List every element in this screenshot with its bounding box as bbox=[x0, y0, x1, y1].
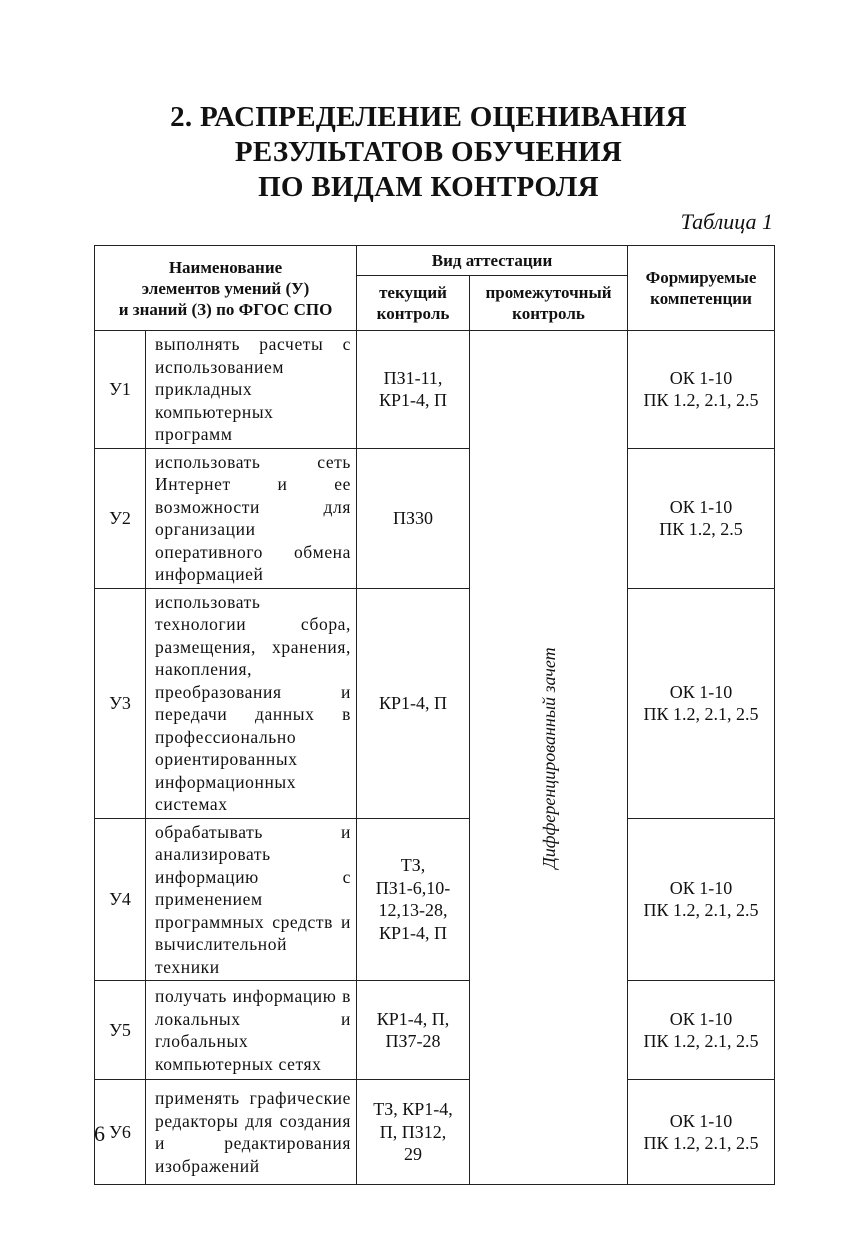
row-competencies: ОК 1-10 ПК 1.2, 2.5 bbox=[628, 448, 775, 588]
header-attestation: Вид аттестации bbox=[357, 246, 628, 276]
row-current-control: ТЗ, ПЗ1-6,10- 12,13-28, КР1-4, П bbox=[357, 818, 470, 981]
row-description: обрабатывать и анализировать информацию с применением программных средств и вычислительной техники bbox=[146, 818, 357, 981]
table-row bbox=[95, 331, 775, 449]
header-competencies: Формируемые компетенции bbox=[628, 246, 775, 331]
row-competencies: ОК 1-10 ПК 1.2, 2.1, 2.5 bbox=[628, 1080, 775, 1185]
table-row bbox=[95, 588, 775, 818]
title-line-2: РЕЗУЛЬТАТОВ ОБУЧЕНИЯ bbox=[234, 136, 623, 168]
header-interim-control: промежуточный контроль bbox=[470, 276, 628, 331]
row-competencies: ОК 1-10 ПК 1.2, 2.1, 2.5 bbox=[628, 588, 775, 818]
row-description: применять графические редакторы для создания и редактирования изображений bbox=[146, 1080, 357, 1185]
page-number: 6 bbox=[94, 1121, 105, 1146]
row-competencies: ОК 1-10 ПК 1.2, 2.1, 2.5 bbox=[628, 331, 775, 449]
table-row bbox=[95, 818, 775, 981]
row-description: использовать сеть Интернет и ее возможности для организации оперативного обмена информацией bbox=[146, 448, 357, 588]
title-line-3: ПО ВИДАМ КОНТРОЛЯ bbox=[258, 171, 599, 203]
row-description: получать информацию в локальных и глобальных компьютерных сетях bbox=[146, 981, 357, 1080]
row-current-control: ПЗ30 bbox=[357, 448, 470, 588]
row-code: У1 bbox=[95, 331, 146, 449]
title-line-1: 2. РАСПРЕДЕЛЕНИЕ ОЦЕНИВАНИЯ bbox=[170, 101, 687, 133]
header-current-control: текущий контроль bbox=[357, 276, 470, 331]
table-row bbox=[95, 448, 775, 588]
row-code: У2 bbox=[95, 448, 146, 588]
table-row bbox=[95, 1080, 775, 1185]
row-current-control: ТЗ, КР1-4, П, ПЗ12, 29 bbox=[357, 1080, 470, 1185]
header-name: Наименование элементов умений (У) и знаний (З) по ФГОС СПО bbox=[95, 246, 357, 331]
table-label: Таблица 1 bbox=[680, 209, 773, 234]
row-current-control: КР1-4, П, ПЗ7-28 bbox=[357, 981, 470, 1080]
row-code: У4 bbox=[95, 818, 146, 981]
row-description: использовать технологии сбора, размещения, хранения, накопления, преобразования и передачи данных в профессионально ориентированных информационных системах bbox=[146, 588, 357, 818]
row-code: У6 bbox=[95, 1080, 146, 1185]
row-competencies: ОК 1-10 ПК 1.2, 2.1, 2.5 bbox=[628, 981, 775, 1080]
row-description: выполнять расчеты с использованием прикладных компьютерных программ bbox=[146, 331, 357, 449]
row-code: У3 bbox=[95, 588, 146, 818]
row-current-control: КР1-4, П bbox=[357, 588, 470, 818]
row-competencies: ОК 1-10 ПК 1.2, 2.1, 2.5 bbox=[628, 818, 775, 981]
row-code: У5 bbox=[95, 981, 146, 1080]
row-current-control: ПЗ1-11, КР1-4, П bbox=[357, 331, 470, 449]
section-title bbox=[0, 100, 857, 205]
assessment-table bbox=[94, 245, 775, 1185]
interim-control-value: Дифференцированный зачет bbox=[538, 646, 559, 869]
table-row bbox=[95, 981, 775, 1080]
interim-control-cell bbox=[470, 331, 628, 1185]
